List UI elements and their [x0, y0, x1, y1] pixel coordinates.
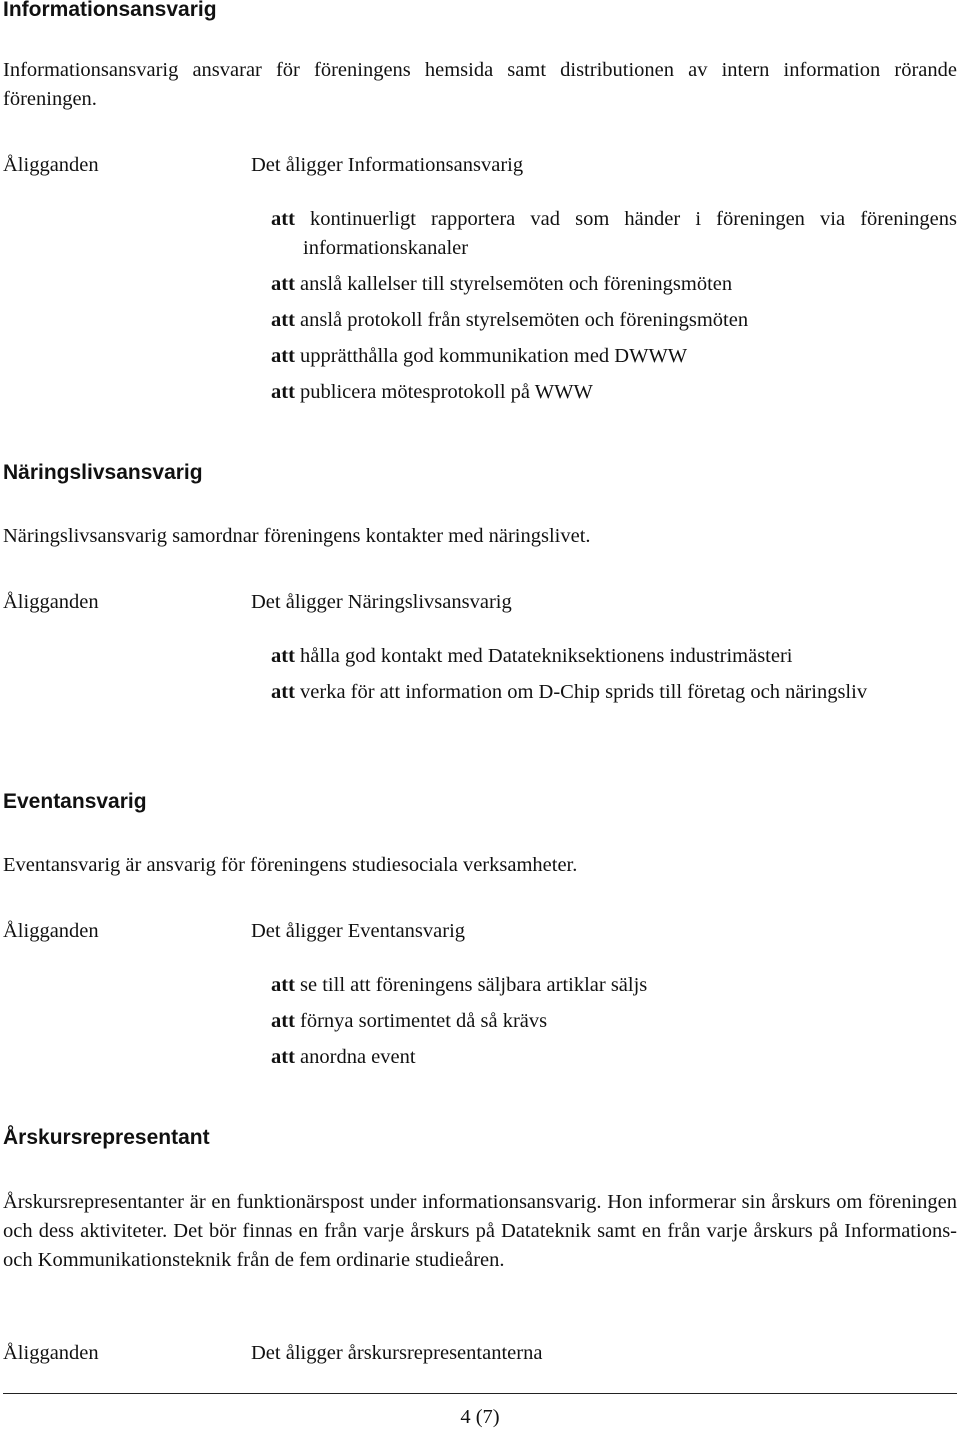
duty-text: förnya sortimentet då så krävs	[300, 1010, 548, 1032]
duty-keyword: att	[271, 681, 295, 703]
duty-keyword: att	[271, 273, 295, 295]
section-heading-informationsansvarig: Informationsansvarig	[3, 0, 217, 21]
duty-item	[271, 342, 957, 371]
duty-text: se till att föreningens säljbara artiklar säljs	[300, 974, 648, 996]
duty-keyword: att	[271, 1010, 295, 1032]
duty-item	[271, 971, 957, 1000]
page-number: 4 (7)	[460, 1406, 500, 1428]
duty-keyword: att	[271, 1046, 295, 1068]
duty-item	[271, 205, 957, 263]
duty-list-informationsansvarig	[271, 205, 957, 414]
section-description-informationsansvarig: Informationsansvarig ansvarar för föreningens hemsida samt distributionen av intern information rörande föreningen.	[3, 59, 957, 110]
duties-intro-naringslivsansvarig: Det åligger Näringslivsansvarig	[251, 591, 512, 613]
duty-keyword: att	[271, 345, 295, 367]
section-heading-eventansvarig: Eventansvarig	[3, 790, 147, 813]
section-description-naringslivsansvarig: Näringslivsansvarig samordnar föreningens kontakter med näringslivet.	[3, 525, 591, 547]
duty-keyword: att	[271, 974, 295, 996]
duty-text: hålla god kontakt med Datatekniksektionens industrimästeri	[300, 645, 793, 667]
duty-text: anslå protokoll från styrelsemöten och föreningsmöten	[300, 309, 749, 331]
duty-list-eventansvarig	[271, 971, 957, 1079]
duty-item	[271, 306, 957, 335]
section-description-arskursrepresentant: Årskursrepresentanter är en funktionärspost under informationsansvarig. Hon informerar sin årskurs om föreningen och dess aktiviteter. Det bör finnas en från varje årskurs på Datateknik samt en från varje årskurs på Informations- och Kommunikationsteknik från de fem ordinarie studieåren.	[3, 1191, 957, 1271]
duty-keyword: att	[271, 208, 295, 230]
duties-label-arskursrepresentant: Åligganden	[3, 1342, 99, 1364]
duty-item	[271, 270, 957, 299]
section-description-eventansvarig: Eventansvarig är ansvarig för föreningens studiesociala verksamheter.	[3, 854, 578, 876]
duty-text: publicera mötesprotokoll på WWW	[300, 381, 593, 403]
duties-intro-eventansvarig: Det åligger Eventansvarig	[251, 920, 466, 942]
duty-text: upprätthålla god kommunikation med DWWW	[300, 345, 688, 367]
duty-item	[271, 378, 957, 407]
section-heading-arskursrepresentant: Årskursrepresentant	[3, 1126, 210, 1149]
duties-intro-arskursrepresentant: Det åligger årskursrepresentanterna	[251, 1342, 543, 1364]
duty-text: anordna event	[300, 1046, 416, 1068]
duties-intro-informationsansvarig: Det åligger Informationsansvarig	[251, 154, 524, 176]
duty-text: kontinuerligt rapportera vad som händer i föreningen via föreningens informationskanaler	[303, 208, 958, 259]
duty-item	[271, 678, 957, 707]
duty-item	[271, 1007, 957, 1036]
duty-item	[271, 642, 957, 671]
duty-list-naringslivsansvarig	[271, 642, 957, 714]
duties-label-eventansvarig: Åligganden	[3, 920, 99, 942]
section-heading-naringslivsansvarig: Näringslivsansvarig	[3, 461, 203, 484]
duty-keyword: att	[271, 645, 295, 667]
duties-label-informationsansvarig: Åligganden	[3, 154, 99, 176]
duties-label-naringslivsansvarig: Åligganden	[3, 591, 99, 613]
footer-rule	[3, 1393, 957, 1394]
duty-keyword: att	[271, 309, 295, 331]
duty-text: verka för att information om D-Chip sprids till företag och näringsliv	[300, 681, 868, 703]
duty-item	[271, 1043, 957, 1072]
duty-keyword: att	[271, 381, 295, 403]
duty-text: anslå kallelser till styrelsemöten och föreningsmöten	[300, 273, 733, 295]
